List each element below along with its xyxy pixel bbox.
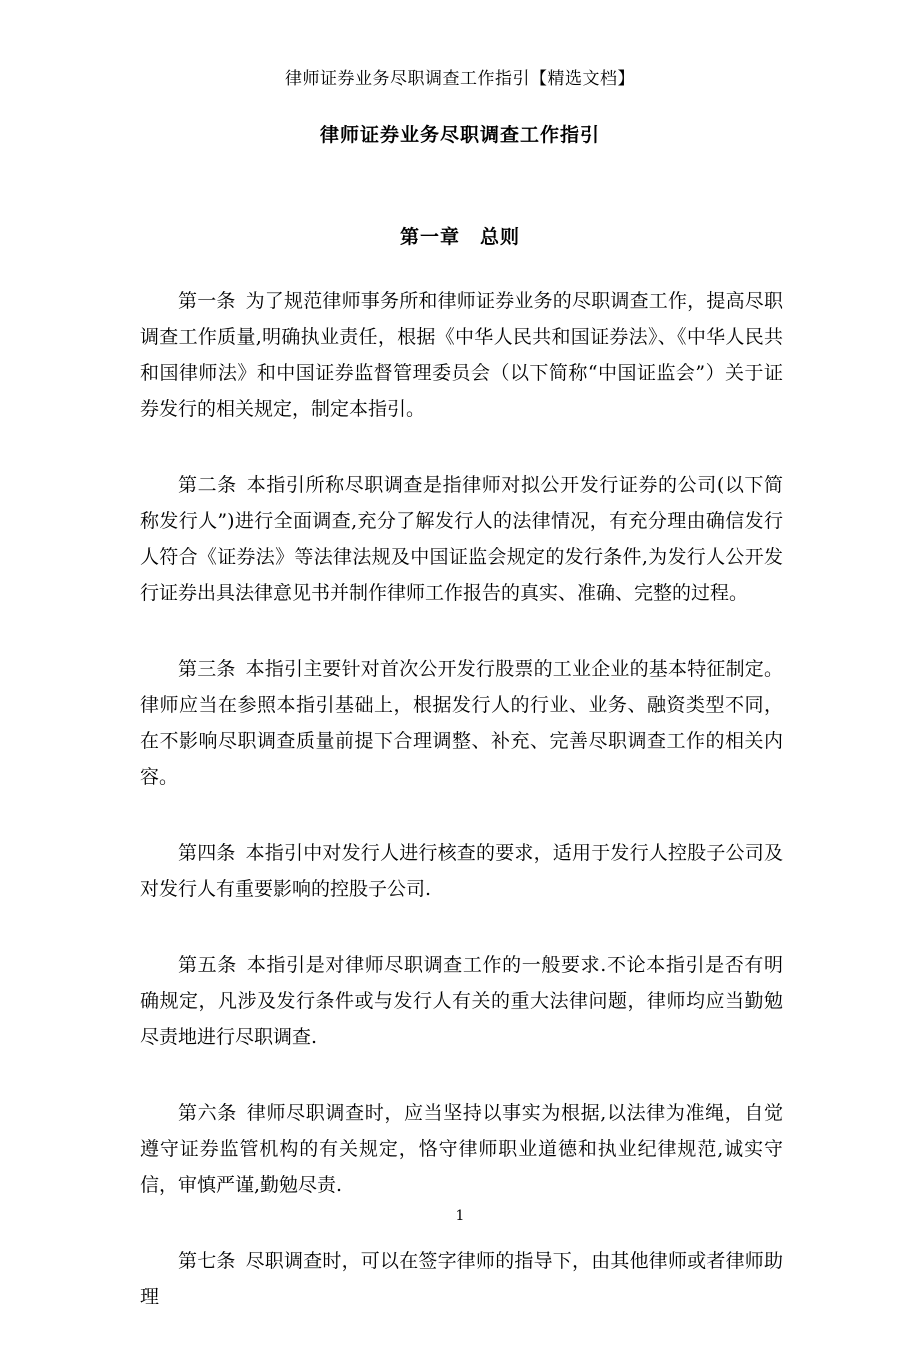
article-list [140,283,783,1355]
article-text: 为了规范律师事务所和律师证券业务的尽职调查工作，提高尽职调查工作质量,明确执业责任，根据《中华人民共和国证券法》、《中华人民共和国律师法》和中国证券监督管理委员会（以下简称“中国证监会”）关于证券发行的相关规定，制定本指引。 [140,290,783,420]
article-text: 本指引是对律师尽职调查工作的一般要求.不论本指引是否有明确规定，凡涉及发行条件或与发行人有关的重大法律问题，律师均应当勤勉尽责地进行尽职调查. [140,954,783,1048]
article-text: 律师尽职调查时，应当坚持以事实为根据,以法律为准绳，自觉遵守证券监管机构的有关规定，恪守律师职业道德和执业纪律规范,诚实守信，审慎严谨,勤勉尽责. [140,1102,783,1196]
article-3 [140,651,783,795]
page-number: 1 [455,1208,465,1224]
article-4 [140,835,783,907]
chapter-heading: 第一章 总则 [399,226,520,248]
article-number: 第四条 [178,842,236,864]
article-number: 第五条 [178,954,237,976]
article-6 [140,1095,783,1203]
article-5 [140,947,783,1055]
article-2 [140,467,783,611]
article-number: 第二条 [178,474,237,496]
running-header: 律师证券业务尽职调查工作指引【精选文档】 [285,69,635,89]
article-number: 第六条 [178,1102,237,1124]
document-title: 律师证券业务尽职调查工作指引 [319,124,600,146]
article-number: 第七条 [178,1250,236,1272]
article-7 [140,1243,783,1315]
article-1 [140,283,783,427]
article-text: 本指引中对发行人进行核查的要求，适用于发行人控股子公司及对发行人有重要影响的控股子公司. [140,842,783,900]
article-text: 本指引所称尽职调查是指律师对拟公开发行证券的公司(以下简称发行人”)进行全面调查,充分了解发行人的法律情况，有充分理由确信发行人符合《证券法》等法律法规及中国证监会规定的发行条件,为发行人公开发行证券出具法律意见书并制作律师工作报告的真实、准确、完整的过程。 [140,474,783,604]
article-text: 本指引主要针对首次公开发行股票的工业企业的基本特征制定。律师应当在参照本指引基础上，根据发行人的行业、业务、融资类型不同，在不影响尽职调查质量前提下合理调整、补充、完善尽职调查工作的相关内容。 [140,658,783,788]
article-text: 尽职调查时，可以在签字律师的指导下，由其他律师或者律师助理 [140,1250,783,1308]
article-number: 第三条 [178,658,236,680]
article-number: 第一条 [178,290,236,312]
